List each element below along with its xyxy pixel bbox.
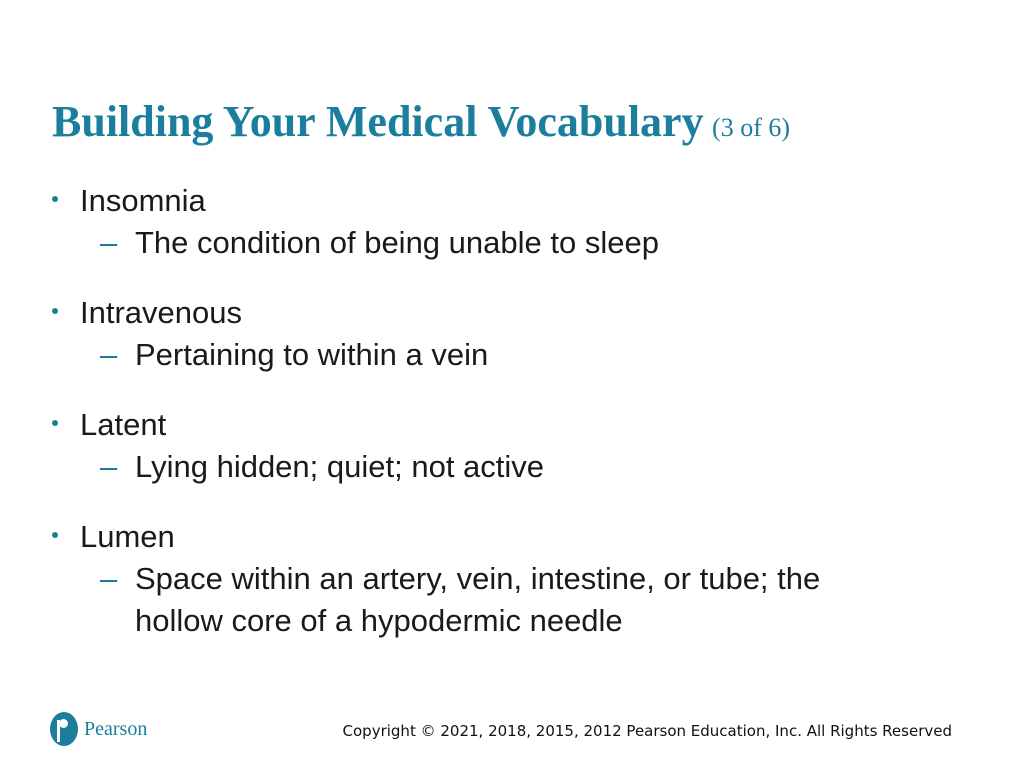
- definition-row: [100, 222, 952, 264]
- list-item: [52, 292, 952, 376]
- slide-title: [52, 96, 790, 147]
- pearson-logo-icon: [50, 712, 78, 746]
- list-item: [52, 516, 952, 642]
- bullet-dot-icon: [52, 196, 58, 202]
- definition-text: The condition of being unable to sleep: [135, 225, 659, 260]
- definition-row: [100, 446, 952, 488]
- definition-row: [100, 334, 952, 376]
- term-row: [52, 516, 952, 558]
- definition-text: Lying hidden; quiet; not active: [135, 449, 545, 484]
- dash-icon: –: [100, 225, 118, 260]
- term-label: Intravenous: [80, 295, 242, 330]
- term-label: Lumen: [80, 519, 175, 554]
- list-item: [52, 180, 952, 264]
- definition-row: [100, 558, 952, 642]
- logo-wordmark: Pearson: [84, 717, 148, 740]
- term-label: Latent: [80, 407, 167, 442]
- dash-icon: –: [100, 337, 118, 372]
- bullet-dot-icon: [52, 532, 58, 538]
- vocabulary-list: [52, 180, 952, 670]
- term-label: Insomnia: [80, 183, 206, 218]
- pearson-logo: [50, 712, 147, 746]
- title-page-count: (3 of 6): [712, 113, 791, 142]
- term-row: [52, 292, 952, 334]
- term-row: [52, 404, 952, 446]
- bullet-dot-icon: [52, 308, 58, 314]
- copyright-text: Copyright © 2021, 2018, 2015, 2012 Pearson Education, Inc. All Rights Reserved: [342, 722, 952, 740]
- title-text: Building Your Medical Vocabulary: [52, 97, 704, 146]
- definition-text: Space within an artery, vein, intestine, or tube; the hollow core of a hypodermic needle: [135, 561, 821, 638]
- list-item: [52, 404, 952, 488]
- term-row: [52, 180, 952, 222]
- definition-text: Pertaining to within a vein: [135, 337, 489, 372]
- dash-icon: –: [100, 561, 118, 596]
- bullet-dot-icon: [52, 420, 58, 426]
- dash-icon: –: [100, 449, 118, 484]
